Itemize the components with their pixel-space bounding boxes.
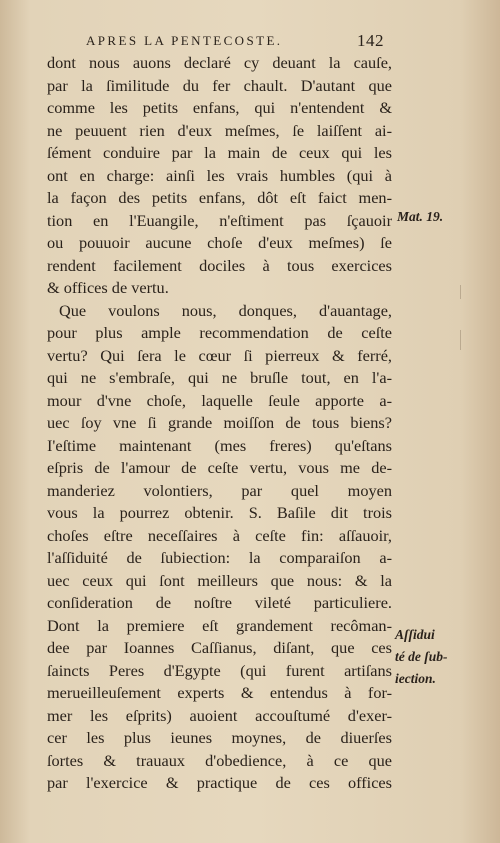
text-line: ſaincts Peres d'Egypte (qui furent artiſans <box>47 660 392 680</box>
running-title: APRES LA PENTECOSTE. <box>86 33 283 48</box>
text-line: dee par Ioannes Caſſianus, diſant, que ces <box>47 638 392 657</box>
text-line: la façon des petits enfans, dôt eſt faict men- <box>47 188 392 207</box>
text-line: Dont la premiere eſt grandement recôman- <box>47 615 392 635</box>
text-line: uec ceux qui ſont meilleurs que nous: & la <box>47 570 392 590</box>
main-text-block <box>47 52 392 795</box>
text-line: dont nous auons declaré cy deuant la cauſe, <box>47 53 392 72</box>
page-number: 142 <box>357 31 384 50</box>
text-line: merueilleuſement experts & entendus à for- <box>47 683 392 702</box>
margin-note-line: iection. <box>395 671 436 686</box>
margin-note-line: Aſſidui <box>395 627 435 642</box>
text-line: ou pouuoir aucune choſe d'eux meſmes) ſe <box>47 233 392 252</box>
text-line: par la ſimilitude du fer chault. D'autant que <box>47 75 392 95</box>
text-line: cer les plus ieunes moynes, de diuerſes <box>47 728 392 747</box>
text-line: rendent facilement dociles à tous exercices <box>47 255 392 275</box>
margin-note-assiduite <box>395 624 447 690</box>
text-line: pour plus ample recommendation de ceſte <box>47 323 392 342</box>
text-line: & offices de vertu. <box>47 278 169 297</box>
text-line: vertu? Qui ſera le cœur ſi pierreux & ferré, <box>47 345 392 365</box>
text-line: choſes eſtre neceſſaires à ceſte fin: aſſauoir, <box>47 525 392 545</box>
text-line: conſideration de noſtre vileté particuliere. <box>47 593 392 612</box>
text-line: ſément conduire par la main de ceux qui les <box>47 143 392 162</box>
margin-note-mat: Mat. 19. <box>397 209 444 224</box>
text-line: uec ſoy vne ſi grande moiſſon de tous biens? <box>47 413 392 432</box>
text-line: ſortes & trauaux d'obedience, à ce que <box>47 750 392 770</box>
paragraph-start-line: Que voulons nous, donques, d'auantage, <box>59 300 392 320</box>
text-line: manderiez volontiers, par quel moyen <box>47 480 392 500</box>
text-line: l'aſſiduité de ſubiection: la comparaiſon a- <box>47 548 392 567</box>
text-line: I'eſtime maintenant (mes freres) qu'eſtans <box>47 435 392 455</box>
text-line: eſpris de l'amour de ceſte vertu, vous me de- <box>47 458 392 477</box>
text-line: mour d'vne choſe, laquelle ſeule apporte a- <box>47 390 392 410</box>
margin-mark <box>460 330 461 350</box>
margin-mark <box>460 285 461 299</box>
text-line: tion en l'Euangile, n'eſtiment pas ſçauoir <box>47 210 392 230</box>
text-line: comme les petits enfans, qui n'entendent & <box>47 98 392 117</box>
margin-note-line: té de ſub- <box>395 649 448 664</box>
text-line: vous la pourrez obtenir. S. Baſile dit trois <box>47 503 392 522</box>
text-line: mer les eſprits) auoient accouſtumé d'exer- <box>47 705 392 725</box>
text-line: par l'exercice & practique de ces offices <box>47 773 392 792</box>
text-line: ne peuuent rien d'eux meſmes, ſe laiſſent ai- <box>47 120 392 140</box>
text-line: ont en charge: ainſi les vrais humbles (qui à <box>47 165 392 185</box>
text-line: qui ne s'embraſe, qui ne bruſle tout, en l'a- <box>47 368 392 387</box>
